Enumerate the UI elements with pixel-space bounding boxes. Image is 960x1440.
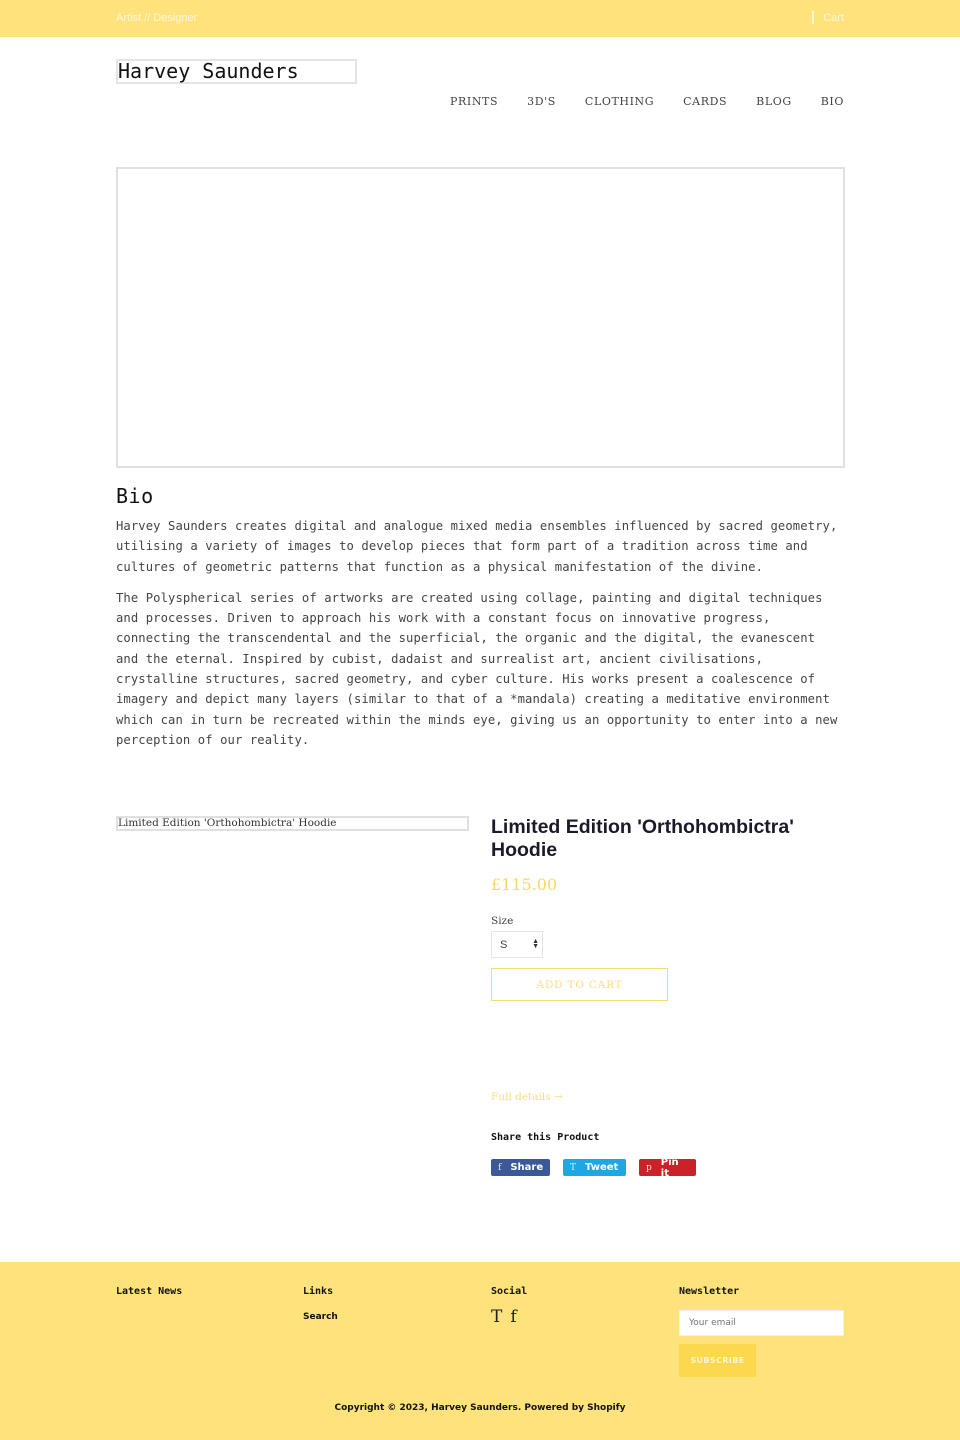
bio-title: Bio bbox=[116, 484, 154, 508]
cart-label: Cart bbox=[823, 11, 844, 24]
product-image[interactable]: Limited Edition 'Orthohombictra' Hoodie bbox=[116, 816, 469, 831]
bio-paragraph-1: Harvey Saunders creates digital and analogue mixed media ensembles influenced by sacred geometry, utilising a variety of images to develop pieces that form part of a tradition across time and cultures of geometric patterns that function as a physical manifestation of the divine. bbox=[116, 519, 838, 574]
main-nav bbox=[421, 95, 844, 108]
size-label: Size bbox=[491, 915, 514, 928]
site-footer bbox=[0, 1262, 960, 1440]
twitter-icon[interactable]: T bbox=[491, 1307, 503, 1328]
latest-news-title: Latest News bbox=[116, 1286, 183, 1298]
nav-item-3ds[interactable]: 3D'S bbox=[527, 95, 556, 108]
site-logo[interactable]: Harvey Saunders bbox=[116, 59, 357, 84]
product-title: Limited Edition 'Orthohombictra' Hoodie bbox=[491, 816, 794, 862]
nav-item-clothing[interactable]: CLOTHING bbox=[584, 95, 655, 108]
size-select[interactable] bbox=[491, 931, 543, 958]
select-arrows-icon: ▲ ▼ bbox=[532, 938, 539, 951]
subscribe-button[interactable]: SUBSCRIBE bbox=[679, 1344, 756, 1377]
featured-product bbox=[0, 802, 960, 1262]
footer-newsletter bbox=[679, 1286, 844, 1377]
pinterest-icon: p bbox=[646, 1162, 652, 1173]
nav-item-cards[interactable]: CARDS bbox=[683, 95, 728, 108]
share-twitter-label: Tweet bbox=[585, 1162, 619, 1174]
share-facebook-label: Share bbox=[510, 1162, 544, 1174]
share-pinterest-label: Pin it bbox=[660, 1156, 679, 1179]
facebook-icon: f bbox=[498, 1162, 502, 1173]
links-title: Links bbox=[303, 1286, 334, 1298]
twitter-icon: T bbox=[570, 1162, 577, 1173]
add-to-cart-button[interactable]: ADD TO CART bbox=[491, 968, 668, 1001]
cart-link[interactable] bbox=[812, 11, 844, 24]
share-title: Share this Product bbox=[491, 1132, 600, 1144]
newsletter-email-input[interactable] bbox=[679, 1310, 844, 1336]
facebook-icon[interactable]: f bbox=[510, 1307, 517, 1328]
top-announcement-bar bbox=[0, 0, 960, 37]
product-info bbox=[491, 816, 845, 1001]
footer-links bbox=[303, 1286, 338, 1322]
footer-latest-news bbox=[116, 1286, 182, 1297]
site-tagline: Artist // Designer bbox=[116, 12, 198, 24]
footer-social bbox=[491, 1286, 527, 1327]
share-facebook-button[interactable] bbox=[491, 1159, 550, 1176]
copyright-text: Copyright © 2023, Harvey Saunders. Powered by Shopify bbox=[334, 1403, 626, 1414]
newsletter-title: Newsletter bbox=[679, 1286, 740, 1298]
social-icons bbox=[491, 1307, 527, 1327]
full-details-link[interactable]: Full details → bbox=[491, 1091, 563, 1104]
share-buttons bbox=[491, 1156, 709, 1179]
site-header bbox=[0, 37, 960, 167]
size-selected-value: S bbox=[500, 939, 508, 952]
bio-section bbox=[116, 484, 844, 750]
nav-item-bio[interactable]: BIO bbox=[820, 95, 844, 108]
footer-link-search[interactable]: Search bbox=[303, 1312, 338, 1323]
share-twitter-button[interactable] bbox=[563, 1159, 626, 1176]
share-pinterest-button[interactable] bbox=[639, 1156, 696, 1179]
nav-item-prints[interactable]: PRINTS bbox=[450, 95, 499, 108]
bio-paragraph-2: The Polyspherical series of artworks are created using collage, painting and digital techniques and processes. Driven to approach his work with a constant focus on innovative progress, connecting the transcendental and the superficial, the organic and the digital, the evanescent and the eternal. Inspired by cubist, dadaist and surrealist art, ancient civilisations, crystalline structures, sacred geometry, and cyber culture. His works present a coalescence of imagery and depict many layers (similar to that of a *mandala) creating a meditative environment which can in turn be recreated within the minds eye, giving us an opportunity to enter into a new perception of our reality. bbox=[116, 590, 838, 747]
nav-item-blog[interactable]: BLOG bbox=[756, 95, 792, 108]
social-title: Social bbox=[491, 1286, 528, 1298]
product-price: £115.00 bbox=[491, 875, 558, 895]
hero-image-frame bbox=[116, 167, 845, 468]
cart-divider-icon bbox=[812, 11, 814, 24]
